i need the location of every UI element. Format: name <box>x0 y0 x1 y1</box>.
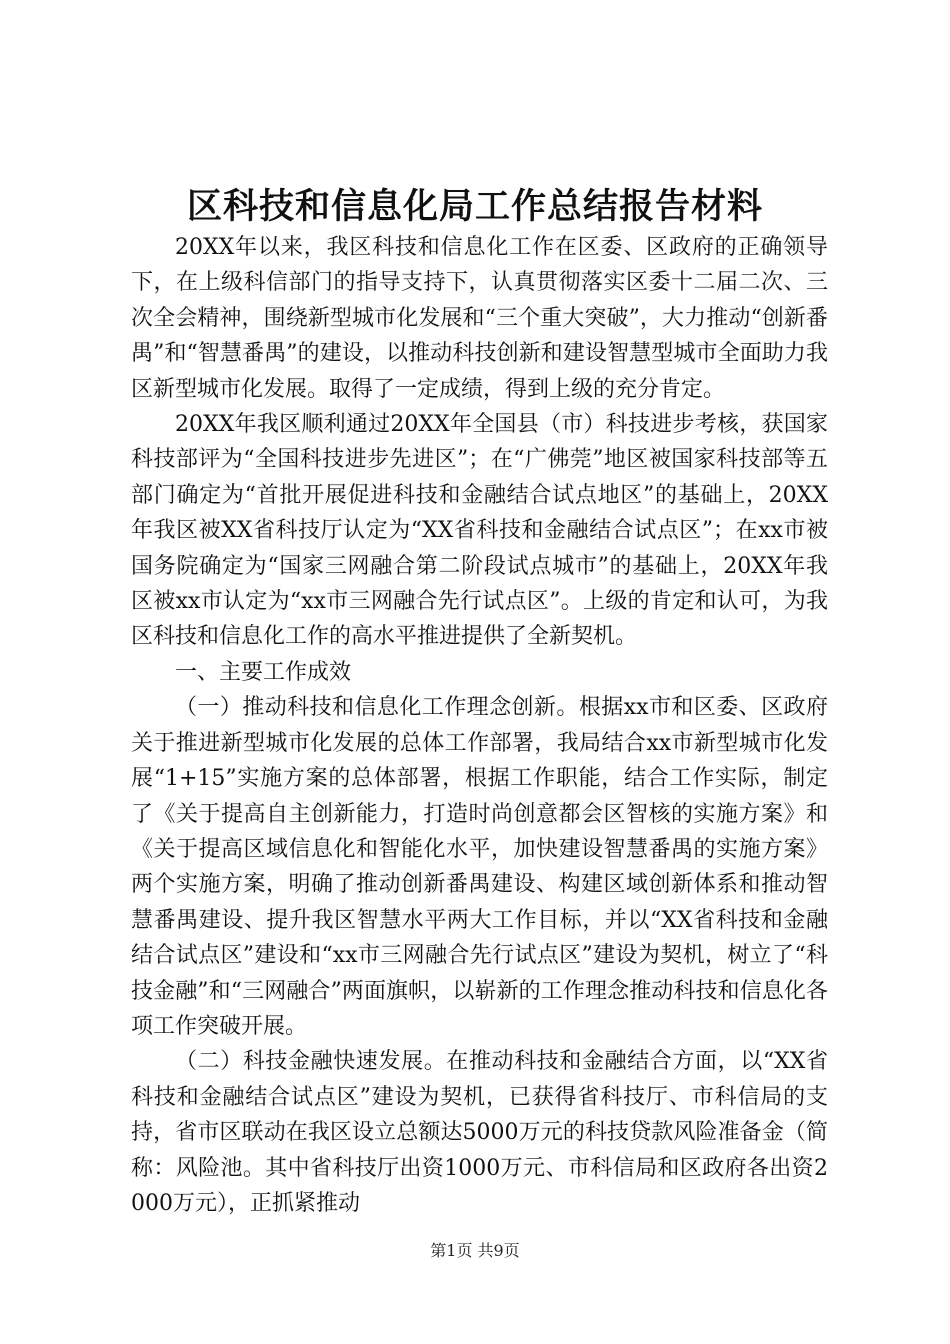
intro-paragraph: 20XX年以来，我区科技和信息化工作在区委、区政府的正确领导下，在上级科信部门的指导支持下，认真贯彻落实区委十二届二次、三次全会精神，围绕新型城市化发展和“三个重大突破”，大力推动“创新番禺”和“智慧番禺”的建设，以推动科技创新和建设智慧型城市全面助力我区新型城市化发展。取得了一定成绩，得到上级的充分肯定。 <box>131 235 828 402</box>
achievement-paragraph: 20XX年我区顺利通过20XX年全国县（市）科技进步考核，获国家科技部评为“全国科技进步先进区”；在“广佛莞”地区被国家科技部等五部门确定为“首批开展促进科技和金融结合试点地区”的基础上，20XX年我区被XX省科技厅认定为“XX省科技和金融结合试点区”；在xx市被国务院确定为“国家三网融合第二阶段试点城市”的基础上，20XX年我区被xx市认定为“xx市三网融合先行试点区”。上级的肯定和认可，为我区科技和信息化工作的高水平推进提供了全新契机。 <box>131 412 828 650</box>
subsection-paragraph-1: （一）推动科技和信息化工作理念创新。根据xx市和区委、区政府关于推进新型城市化发展的总体工作部署，我局结合xx市新型城市化发展“1+15”实施方案的总体部署，根据工作职能，结合工作实际，制定了《关于提高自主创新能力，打造时尚创意都会区智核的实施方案》和《关于提高区域信息化和智能化水平，加快建设智慧番禺的实施方案》两个实施方案，明确了推动创新番禺建设、构建区域创新体系和推动智慧番禺建设、提升我区智慧水平两大工作目标，并以“XX省科技和金融结合试点区”建设和“xx市三网融合先行试点区”建设为契机，树立了“科技金融”和“三网融合”两面旗帜，以崭新的工作理念推动科技和信息化各项工作突破开展。 <box>131 695 828 1039</box>
document-body <box>131 230 828 1221</box>
document-title: 区科技和信息化局工作总结报告材料 <box>186 186 763 227</box>
section-heading: 一、主要工作成效 <box>175 659 352 685</box>
subsection-paragraph-2: （二）科技金融快速发展。在推动科技和金融结合方面，以“XX省科技和金融结合试点区”建设为契机，已获得省科技厅、市科信局的支持，省市区联动在我区设立总额达5000万元的科技贷款风险准备金（简称：风险池。其中省科技厅出资1000万元、市科信局和区政府各出资2000万元），正抓紧推动 <box>131 1049 828 1216</box>
page-number-footer: 第1页 共9页 <box>430 1241 520 1260</box>
